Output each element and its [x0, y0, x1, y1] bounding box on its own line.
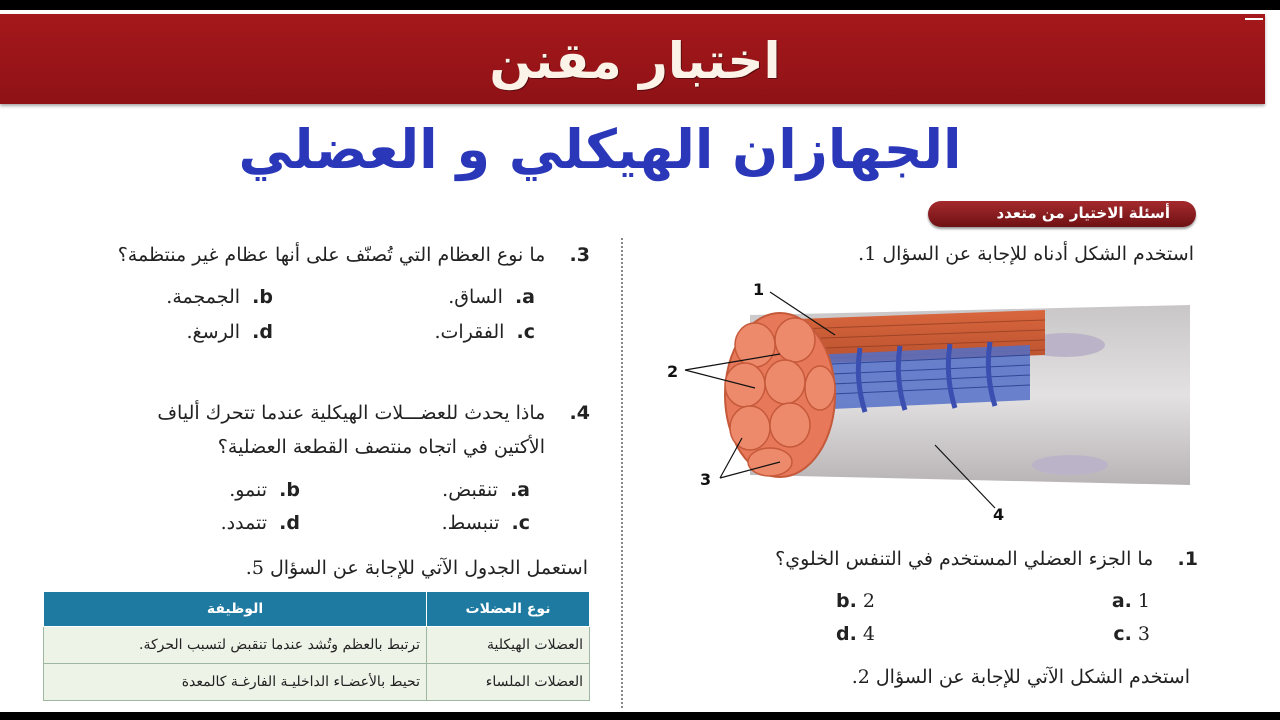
table-cell: تحيط بالأعضـاء الداخليـة الفارغـة كالمعدة — [44, 664, 427, 701]
figure-label-2: 2 — [667, 362, 679, 381]
table-cell: ترتبط بالعظم وتُشد عندما تنقبض لتسبب الحركة. — [44, 627, 427, 664]
q1-option-a[interactable]: 1 .a — [1111, 590, 1150, 612]
sarcoplasmic-reticulum — [810, 345, 1030, 410]
bottom-border — [0, 712, 1280, 720]
top-border — [0, 0, 1280, 10]
q3-option-d[interactable]: d. الرسغ. — [186, 321, 273, 343]
muscle-figure — [660, 270, 1200, 530]
q4-option-b[interactable]: b. تنمو. — [229, 479, 300, 501]
corner-mark — [1245, 18, 1263, 20]
question-1 — [775, 548, 1198, 570]
question-2-intro: استخدم الشكل الآتي للإجابة عن السؤال 2. — [851, 666, 1190, 688]
nucleus — [1032, 455, 1108, 475]
table-intro: استعمل الجدول الآتي للإجابة عن السؤال 5. — [245, 557, 588, 579]
figure-label-4: 4 — [993, 505, 1005, 524]
column-divider — [621, 238, 623, 708]
question-4-text-line1: ماذا يحدث للعضـــلات الهيكلية عندما تتحرك ألياف — [157, 402, 546, 424]
table-header-function: الوظيفة — [44, 592, 427, 627]
q3-option-a[interactable]: a. الساق. — [448, 286, 535, 308]
figure-label-1: 1 — [753, 280, 765, 299]
muscle-fiber-illustration — [660, 270, 1200, 530]
table-row — [44, 664, 590, 701]
figure-intro: استخدم الشكل أدناه للإجابة عن السؤال 1. — [858, 243, 1194, 265]
table-cell: العضلات الملساء — [427, 664, 590, 701]
figure-label-3: 3 — [700, 470, 712, 489]
question-4-text-line2: الأكتين في اتجاه منتصف القطعة العضلية؟ — [217, 436, 545, 458]
q1-option-d[interactable]: 4 .d — [836, 623, 875, 645]
section-label: أسئلة الاختيار من متعدد — [996, 204, 1170, 222]
q3-option-b[interactable]: b. الجمجمة. — [166, 286, 273, 308]
question-4-number: 4. — [569, 402, 590, 424]
question-3-text: ما نوع العظام التي تُصنّف على أنها عظام غير منتظمة؟ — [117, 244, 546, 266]
question-1-number: 1. — [1177, 548, 1198, 570]
banner-title: اختبار مقنن — [489, 32, 781, 90]
question-4 — [157, 402, 590, 424]
table-header-muscle-type: نوع العضلات — [427, 592, 590, 627]
question-1-text: ما الجزء العضلي المستخدم في التنفس الخلوي؟ — [775, 548, 1154, 570]
table-cell: العضلات الهيكلية — [427, 627, 590, 664]
question-3 — [118, 244, 590, 266]
table-row — [44, 627, 590, 664]
muscle-types-table — [43, 591, 590, 701]
q1-option-b[interactable]: 2 .b — [836, 590, 875, 612]
title-banner — [0, 14, 1265, 104]
q4-option-c[interactable]: c. تنبسط. — [441, 512, 530, 534]
q1-option-c[interactable]: 3 .c — [1113, 623, 1150, 645]
section-label-pill — [928, 201, 1196, 227]
q3-option-c[interactable]: c. الفقرات. — [434, 321, 535, 343]
subject-title: الجهازان الهيكلي و العضلي — [238, 118, 962, 181]
q4-option-a[interactable]: a. تنقبض. — [442, 479, 530, 501]
question-3-number: 3. — [569, 244, 590, 266]
q4-option-d[interactable]: d. تتمدد. — [220, 512, 300, 534]
